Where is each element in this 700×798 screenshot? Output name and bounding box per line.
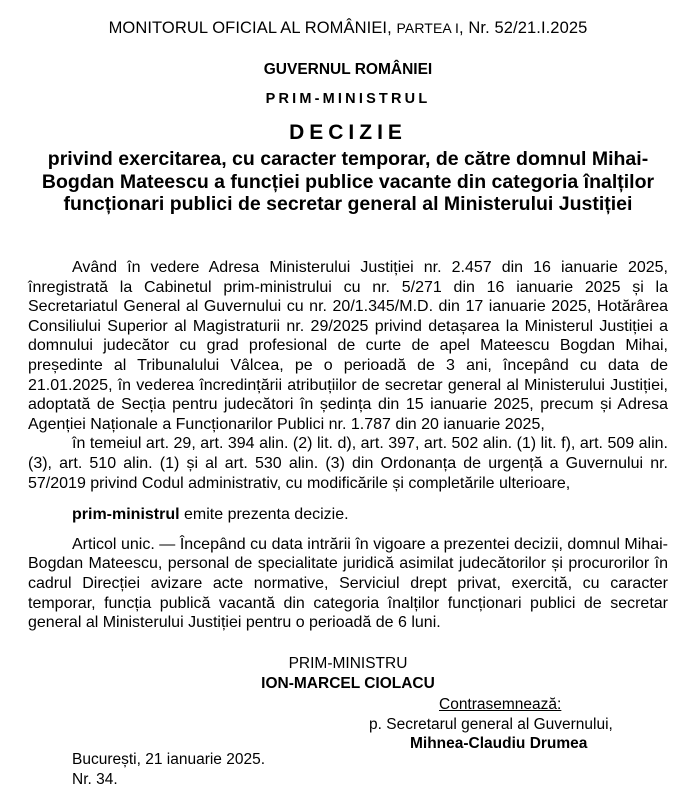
document-type: DECIZIE: [289, 121, 407, 144]
signature-name: ION-MARCEL CIOLACU: [261, 675, 435, 692]
signature-role: PRIM-MINISTRU: [288, 655, 408, 672]
gazette-header-number: , Nr. 52/21.I.2025: [459, 19, 588, 37]
document-body: [28, 258, 668, 633]
paragraph-issuance: [28, 505, 668, 525]
decision-number: Nr. 34.: [72, 771, 118, 788]
issuance-text: emite prezenta decizie.: [179, 506, 349, 524]
document-title: privind exercitarea, cu caracter temporar, de către domnul Mihai-Bogdan Mateescu a funcției publice vacante din categoria înalților funcționari publici de secretar general al Ministerului Justiției: [41, 148, 655, 215]
paragraph-legal-basis: în temeiul art. 29, art. 394 alin. (2) lit. d), art. 397, art. 502 alin. (1) lit. f), art. 509 alin. (3), art. 510 alin. (1) și al art. 530 alin. (3) din Ordonanța de urgență a Guvernului nr. 57/2019 privind Codul administrativ, cu modificările și completările ulterioare,: [28, 435, 668, 492]
issuer: GUVERNUL ROMÂNIEI: [263, 61, 433, 78]
countersign-label: Contrasemnează:: [439, 696, 562, 713]
gazette-header-part: PARTEA I: [396, 20, 460, 36]
issuer-bold: prim-ministrul: [72, 506, 180, 524]
place-date: București, 21 ianuarie 2025.: [72, 751, 266, 768]
issuer-sub: PRIM-MINISTRUL: [265, 91, 431, 107]
paragraph-considering: Având în vedere Adresa Ministerului Justiției nr. 2.457 din 16 ianuarie 2025, înregistrată la Cabinetul prim-ministrului cu nr. 5/271 din 16 ianuarie 2025 și la Secretariatul General al Guvernului cu nr. 20/1.345/M.D. din 17 ianuarie 2025, Hotărârea Consiliului Superior al Magistraturii nr. 29/2025 privind detașarea la Ministerul Justiției a domnului judecător cu grad profesional de curte de apel Mateescu Bogdan Mihai, președinte al Tribunalului Vâlcea, pe o perioadă de 3 ani, începând cu data de 21.01.2025, în vederea încredințării atribuțiilor de secretar general al Ministerului Justiției, adoptată de Secția pentru judecători în ședința din 15 ianuarie 2025, precum și Adresa Agenției Naționale a Funcționarilor Publici nr. 1.787 din 20 ianuarie 2025,: [28, 259, 668, 433]
paragraph-article: Articol unic. — Începând cu data intrării în vigoare a prezentei decizii, domnul Mihai-Bogdan Mateescu, personal de specialitate juridică asimilat judecătorilor și procurorilor în cadrul Direcției avizare acte normative, Serviciul drept privat, exercită, cu caracter temporar, funcția publică vacantă din categoria înalților funcționari publici de secretar general al Ministerului Justiției pentru o perioadă de 6 luni.: [28, 535, 668, 632]
countersign-role: p. Secretarul general al Guvernului,: [369, 716, 613, 733]
gazette-header-title: MONITORUL OFICIAL AL ROMÂNIEI,: [108, 19, 397, 37]
countersign-name: Mihnea-Claudiu Drumea: [410, 735, 588, 752]
gazette-header: [28, 19, 668, 38]
